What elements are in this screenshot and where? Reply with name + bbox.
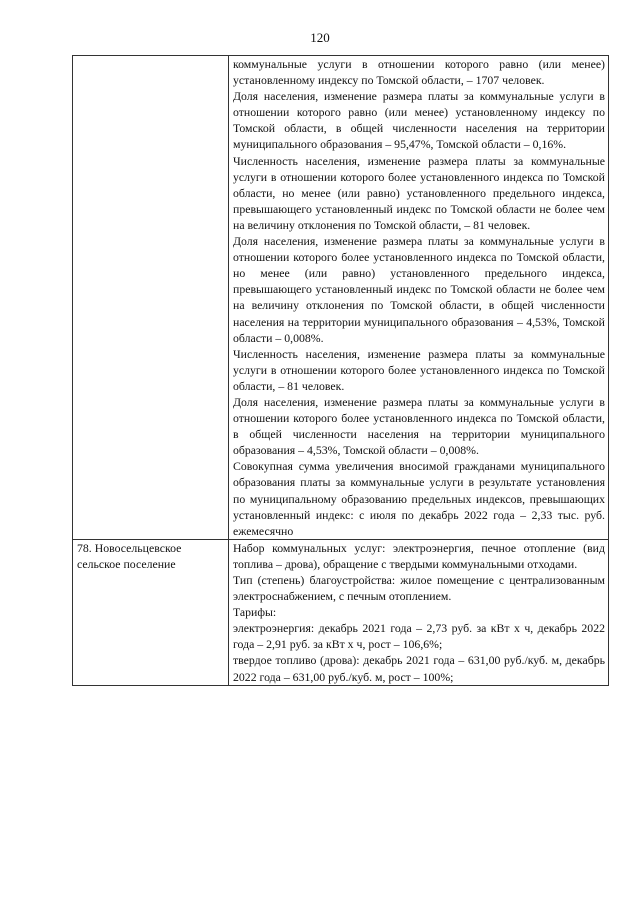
paragraph: электроэнергия: декабрь 2021 года – 2,73 руб. за кВт х ч, декабрь 2022 года – 2,91 руб. за кВт х ч, рост – 106,6%; <box>233 621 605 652</box>
description-cell <box>229 539 609 685</box>
page-number: 120 <box>310 30 330 45</box>
paragraph: Совокупная сумма увеличения вносимой гражданами муниципального образования платы за коммунальные услуги в результате установления по муниципальному образованию предельных индексов, превышающих установленный индекс: с июля по декабрь 2022 года – 2,33 тыс. руб. ежемесячно <box>233 459 605 538</box>
table-row <box>73 539 609 685</box>
document-table <box>72 55 609 686</box>
table-row <box>73 56 609 540</box>
paragraph: твердое топливо (дрова): декабрь 2021 года – 631,00 руб./куб. м, декабрь 2022 года – 631,00 руб./куб. м, рост – 100%; <box>233 653 605 684</box>
paragraph: Тип (степень) благоустройства: жилое помещение с централизованным электроснабжением, с печным отоплением. <box>233 573 605 604</box>
paragraph: Доля населения, изменение размера платы за коммунальные услуги в отношении которого равно (или менее) установленному индексу по Томской области, в общей численности населения на территории муниципального образования – 95,47%, Томской области – 0,16%. <box>233 89 605 152</box>
paragraph: коммунальные услуги в отношении которого равно (или менее) установленному индексу по Томской области, – 1707 человек. <box>233 57 605 88</box>
settlement-label: 78. Новосельцевское сельское поселение <box>77 540 182 571</box>
paragraph: Доля населения, изменение размера платы за коммунальные услуги в отношении которого более установленного индекса по Томской области, но менее (или равно) установленного предельного индекса, превышающего установленный индекс по Томской области не более чем на величину отклонения по Томской области, в общей численности населения на территории муниципального образования – 4,53%, Томской области – 0,008%. <box>233 234 605 345</box>
paragraph: Численность населения, изменение размера платы за коммунальные услуги в отношении которого более установленного индекса по Томской области, но менее (или равно) установленного предельного индекса, превышающего установленный индекс по Томской области не более чем на величину отклонения по Томской области, – 81 человек. <box>233 153 605 232</box>
paragraph: Набор коммунальных услуг: электроэнергия, печное отопление (вид топлива – дрова), обращение с твердыми коммунальными отходами. <box>233 540 605 571</box>
paragraph: Тарифы: <box>233 605 277 620</box>
paragraph: Численность населения, изменение размера платы за коммунальные услуги в отношении которого более установленного индекса по Томской области, – 81 человек. <box>233 346 605 393</box>
settlement-cell <box>73 539 229 685</box>
description-cell <box>229 56 609 540</box>
settlement-cell <box>73 56 229 540</box>
paragraph: Доля населения, изменение размера платы за коммунальные услуги в отношении которого более установленного индекса по Томской области, в общей численности населения на территории муниципального образования – 4,53%, Томской области – 0,008%. <box>233 394 605 458</box>
